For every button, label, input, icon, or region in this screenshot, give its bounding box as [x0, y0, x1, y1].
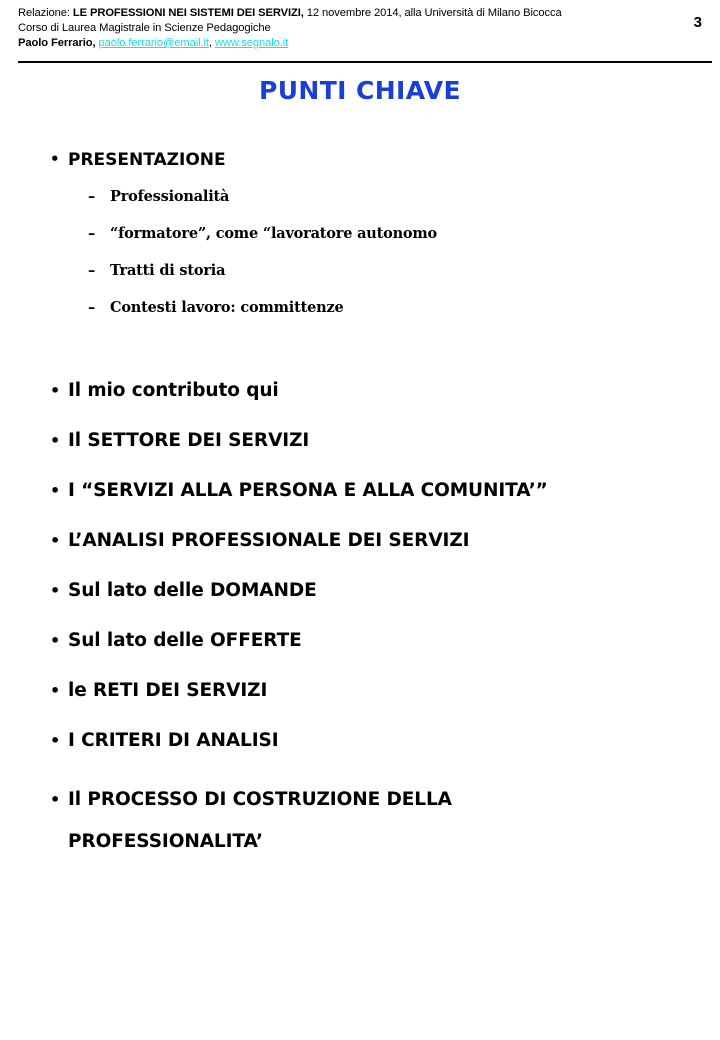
list-item	[0, 729, 720, 752]
section-heading-label: PRESENTAZIONE	[68, 150, 226, 170]
header-text-block	[18, 6, 638, 51]
sub-item-label: Contesti lavoro: committenze	[110, 299, 344, 316]
list-item	[0, 479, 720, 502]
key-point-label-line2: PROFESSIONALITA’	[68, 831, 263, 852]
header-divider-rule	[18, 61, 712, 63]
website-link[interactable]: www.segnalo.it	[214, 37, 289, 49]
key-point-label: le RETI DEI SERVIZI	[68, 680, 268, 701]
list-item	[0, 579, 720, 602]
page-number: 3	[693, 14, 702, 31]
list-item	[0, 225, 720, 243]
sub-item-label: Tratti di storia	[110, 262, 226, 279]
header-link-separator: ,	[208, 37, 212, 49]
slide-header	[0, 0, 720, 64]
email-link[interactable]: paolo.ferrario@email.it	[98, 37, 209, 49]
slide-content	[0, 150, 720, 863]
list-item	[0, 379, 720, 402]
list-item	[0, 262, 720, 280]
key-point-label: I CRITERI DI ANALISI	[68, 730, 279, 751]
list-item	[0, 679, 720, 702]
outline-level-1-list	[0, 150, 720, 170]
header-line1-prefix: Relazione:	[18, 7, 73, 19]
key-point-label: Il mio contributo qui	[68, 380, 279, 401]
list-item	[0, 779, 720, 863]
key-point-label: Sul lato delle OFFERTE	[68, 630, 302, 651]
header-line-2: Corso di Laurea Magistrale in Scienze Pedagogiche	[18, 22, 271, 34]
list-item	[0, 299, 720, 317]
page-title: PUNTI CHIAVE	[258, 76, 462, 105]
key-points-list	[0, 379, 720, 863]
key-point-label-line1: • Il PROCESSO DI COSTRUZIONE DELLA	[68, 789, 452, 810]
key-point-label: I “SERVIZI ALLA PERSONA E ALLA COMUNITA’”	[68, 480, 548, 501]
list-item	[0, 429, 720, 452]
header-line1-title: LE PROFESSIONI NEI SISTEMI DEI SERVIZI,	[72, 7, 304, 19]
header-author: Paolo Ferrario,	[18, 37, 96, 49]
list-item	[0, 629, 720, 652]
list-item	[0, 529, 720, 552]
key-point-label: Il SETTORE DEI SERVIZI	[68, 430, 310, 451]
outline-level-2-list	[0, 188, 720, 317]
header-line-1	[18, 6, 638, 21]
sub-item-label: “formatore”, come “lavoratore autonomo	[110, 225, 438, 242]
list-item-presentazione	[0, 150, 720, 170]
key-point-label: Sul lato delle DOMANDE	[68, 580, 317, 601]
list-item	[0, 188, 720, 206]
header-line1-rest: 12 novembre 2014, alla Università di Milano Bicocca	[303, 7, 562, 19]
sub-item-label: Professionalità	[110, 188, 230, 205]
header-line-3	[18, 36, 638, 51]
key-point-label: L’ANALISI PROFESSIONALE DEI SERVIZI	[68, 530, 470, 551]
